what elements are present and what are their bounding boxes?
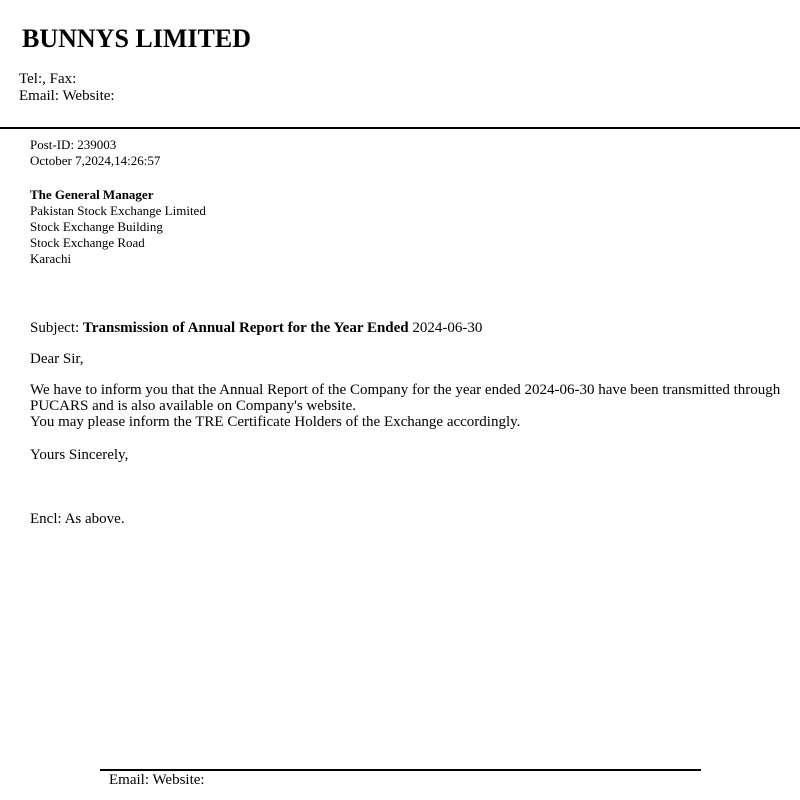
recipient-title: The General Manager xyxy=(30,187,154,202)
address-line: Stock Exchange Road xyxy=(30,235,145,250)
subject-label: Subject: xyxy=(30,320,80,336)
footer-contact: Email: Website: xyxy=(109,772,205,788)
contact-tel-fax: Tel:, Fax: xyxy=(19,71,77,87)
body-paragraph: You may please inform the TRE Certificate Holders of the Exchange accordingly. xyxy=(30,414,521,430)
subject-line xyxy=(30,319,482,337)
address-line: Karachi xyxy=(30,251,72,266)
enclosure: Encl: As above. xyxy=(30,511,125,527)
letter-body xyxy=(30,382,800,430)
header-divider xyxy=(0,127,800,129)
company-name: BUNNYS LIMITED xyxy=(22,24,251,53)
footer-divider xyxy=(100,769,701,771)
post-id: Post-ID: 239003 xyxy=(30,137,117,152)
subject-text: Transmission of Annual Report for the Year Ended xyxy=(82,320,409,336)
address-line: Stock Exchange Building xyxy=(30,219,163,234)
closing: Yours Sincerely, xyxy=(30,447,129,463)
subject-date: 2024-06-30 xyxy=(412,320,483,336)
post-datetime: October 7,2024,14:26:57 xyxy=(30,153,161,168)
contact-email-website: Email: Website: xyxy=(19,88,115,104)
salutation: Dear Sir, xyxy=(30,351,84,367)
address-line: Pakistan Stock Exchange Limited xyxy=(30,203,206,218)
addressee-block xyxy=(30,187,206,267)
body-paragraph: We have to inform you that the Annual Report of the Company for the year ended 2024-06-30 have been transmitted through PUCARS and is also available on Company's website. xyxy=(30,382,781,414)
